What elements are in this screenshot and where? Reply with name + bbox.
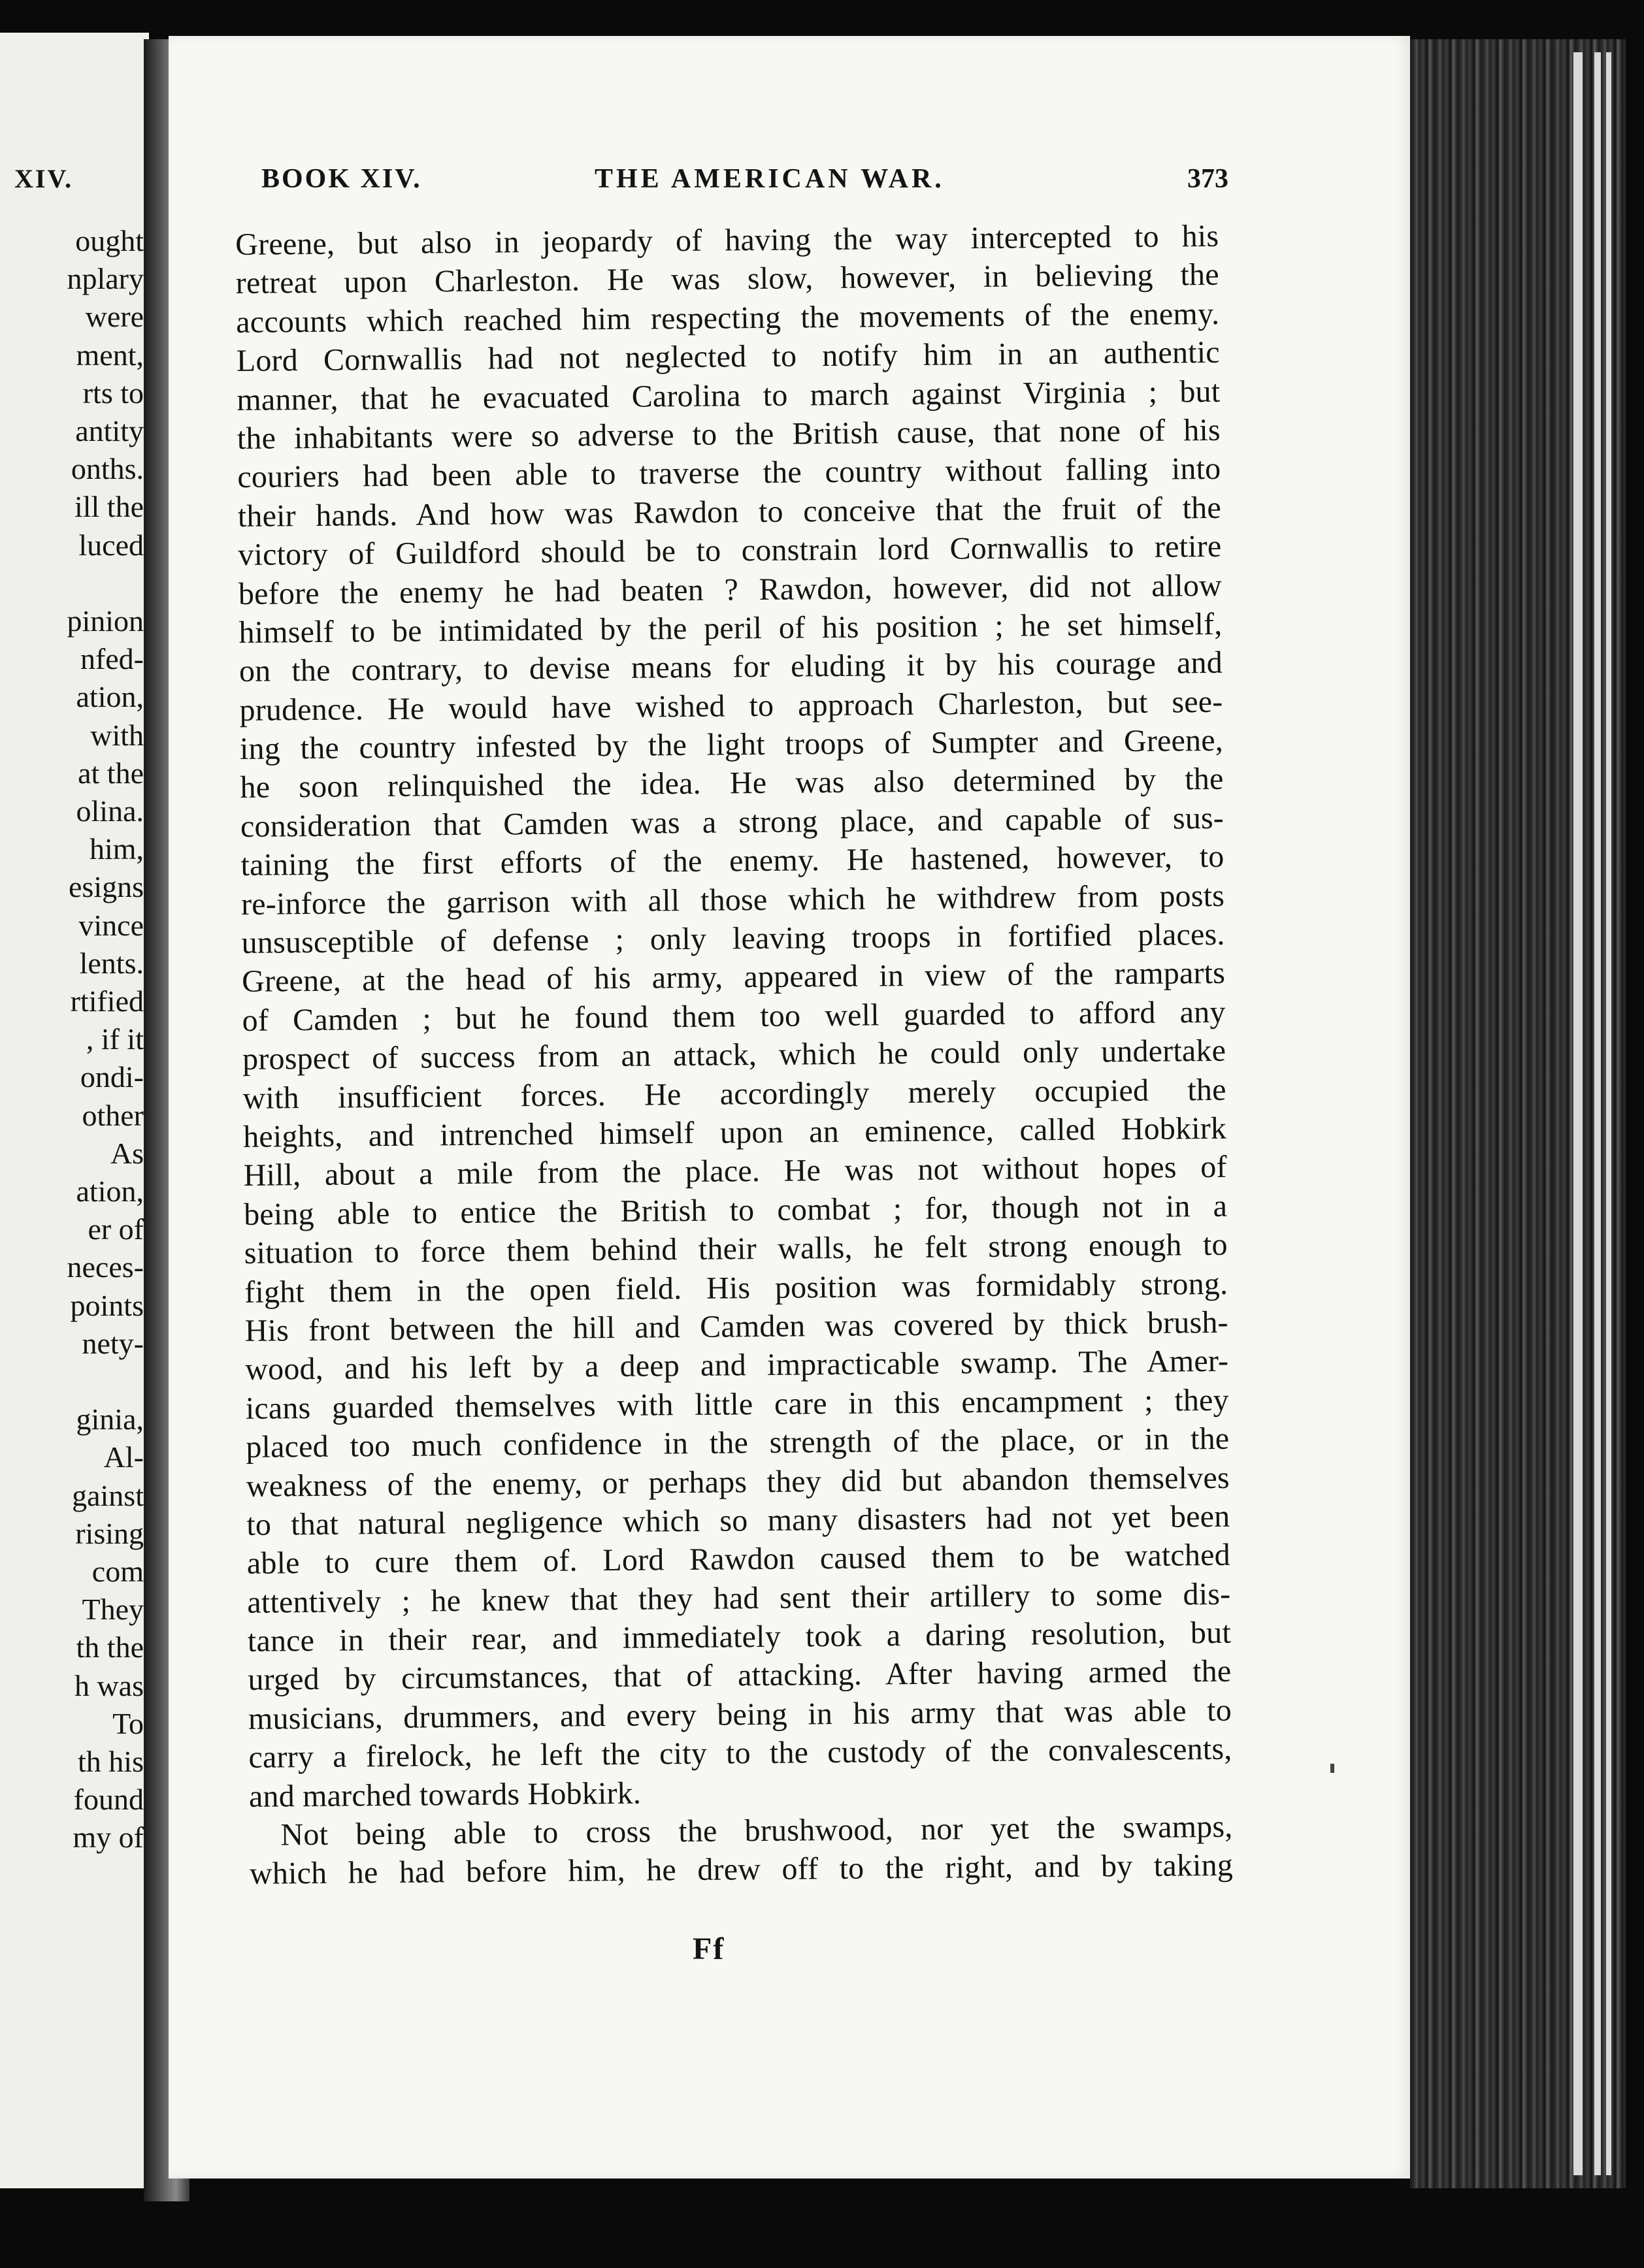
previous-page-line: rts to [82,376,144,410]
text-line: situation to force them behind their walls, he felt strong enough to [244,1227,1228,1271]
signature-mark: Ff [693,1932,725,1966]
text-line: and marched towards Hobkirk. [248,1775,642,1814]
previous-page-line: rising [75,1516,144,1550]
previous-page-line: esigns [69,870,144,904]
text-line: on the contrary, to devise means for eluding it by his courage and [238,645,1223,689]
text-line: their hands. And how was Rawdon to conceive that the fruit of the [237,490,1222,534]
text-line: carry a firelock, he left the city to the custody of the convalescents, [248,1732,1232,1775]
text-line: icans guarded themselves with little care in this encampment ; they [245,1382,1229,1426]
previous-page-line: nety- [82,1326,144,1360]
page-edges [1410,39,1626,2188]
text-line: victory of Guildford should be to constrain lord Cornwallis to retire [238,528,1222,573]
previous-page-line: th his [78,1745,144,1778]
text-line: of Camden ; but he found them too well guarded to afford any [242,994,1226,1038]
previous-page-line: him, [89,832,144,866]
previous-page-line: As [110,1136,144,1170]
previous-page-line: nfed- [80,642,144,676]
previous-page-line: neces- [67,1250,144,1284]
previous-page-line: , if it [86,1022,144,1056]
text-line: consideration that Camden was a strong place, and capable of sus- [240,800,1225,844]
previous-page-line: ginia, [76,1402,144,1436]
text-line: manner, that he evacuated Carolina to march against Virginia ; but [237,374,1221,417]
previous-page-line: rtified [70,984,144,1018]
previous-page-line: com [91,1555,144,1588]
text-line: he soon relinquished the idea. He was also determined by the [240,762,1224,805]
text-line: couriers had been able to traverse the country without falling into [237,451,1221,495]
text-line: tance in their rear, and immediately took a daring resolution, but [247,1615,1232,1659]
text-line: accounts which reached him respecting the movements of the enemy. [236,296,1220,340]
text-line: with insufficient forces. He accordingly merely occupied the [242,1072,1226,1116]
text-line: Not being able to cross the brushwood, nor yet the swamps, [280,1809,1233,1853]
running-head [261,163,1228,202]
text-line: to that natural negligence which so many disasters had not yet been [246,1498,1230,1542]
previous-page-line: vince [78,908,144,942]
text-line: ing the country infested by the light troops of Sumpter and Greene, [239,722,1224,767]
body-text [235,217,1233,1894]
text-line: urged by circumstances, that of attacking. After having armed the [248,1654,1232,1698]
text-line: Lord Cornwallis had not neglected to notify him in an authentic [236,335,1220,379]
previous-page-line: ation, [76,1174,144,1208]
text-line: re-inforce the garrison with all those which he withdrew from posts [240,878,1225,922]
text-line: taining the first efforts of the enemy. He hastened, however, to [240,839,1225,883]
page-edge-highlight [1594,52,1601,2175]
previous-page-line: antity [75,414,144,447]
text-line: the inhabitants were so adverse to the British cause, that none of his [237,412,1221,456]
previous-page-line: points [70,1288,144,1322]
text-line: prospect of success from an attack, which he could only undertake [242,1033,1226,1077]
previous-page-line: ation, [76,680,144,714]
previous-page-line: ill the [74,490,144,524]
text-line: heights, and intrenched himself upon an eminence, called Hobkirk [242,1110,1227,1154]
previous-page-line: nplary [67,262,144,296]
previous-page-line: olina. [76,794,144,828]
previous-page-line: To [112,1706,144,1740]
text-line: fight them in the open field. His position was formidably strong. [244,1266,1228,1310]
previous-page-line: other [82,1098,144,1132]
text-line: musicians, drummers, and every being in his army that was able to [248,1693,1232,1736]
text-line: weakness of the enemy, or perhaps they did but abandon themselves [246,1460,1230,1504]
text-line: Greene, at the head of his army, appeared in view of the ramparts [241,956,1226,999]
text-line: himself to be intimidated by the peril of his position ; he set himself, [238,606,1223,650]
text-line: able to cure them of. Lord Rawdon caused them to be watched [246,1538,1231,1581]
text-line: being able to entice the British to combat ; for, though not in a [243,1188,1228,1232]
text-line: prudence. He would have wished to approach Charleston, but see- [239,684,1223,728]
previous-page-line: h was [74,1668,144,1702]
text-line: which he had before him, he drew off to the right, and by taking [249,1848,1234,1892]
previous-page-line: my of [73,1821,144,1855]
previous-page-fragment [0,33,149,2188]
previous-page-line: ought [75,224,144,257]
previous-page-line: at the [78,756,144,790]
text-line: Hill, about a mile from the place. He was not without hopes of [243,1150,1227,1193]
text-line: attentively ; he knew that they had sent their artillery to some dis- [247,1576,1231,1620]
ink-speck [1330,1764,1334,1773]
previous-page-line: were [85,300,144,334]
text-line: wood, and his left by a deep and impracticable swamp. The Amer- [245,1344,1229,1387]
previous-page-line: with [90,718,144,752]
previous-page-line: gainst [72,1478,144,1512]
text-line: His front between the hill and Camden was covered by thick brush- [244,1304,1228,1348]
text-line: placed too much confidence in the strength of the place, or in the [246,1421,1230,1465]
previous-page-line: found [73,1783,144,1817]
previous-page-line: They [82,1593,144,1627]
text-line: unsusceptible of defense ; only leaving troops in fortified places. [241,916,1225,960]
previous-page-running-head: XIV. [14,164,74,193]
previous-page-line: th the [76,1630,144,1664]
running-head-book: BOOK XIV. [261,164,422,194]
previous-page-line: ment, [76,338,144,372]
running-head-title: THE AMERICAN WAR. [595,164,945,194]
page-edge-highlight [1606,52,1611,2175]
text-line: retreat upon Charleston. He was slow, however, in believing the [235,257,1219,301]
previous-page-line: luced [78,528,144,562]
page-edge-highlight [1573,52,1583,2175]
previous-page-line: er of [88,1212,144,1246]
page-number: 373 [1187,164,1228,194]
previous-page-line: lents. [79,946,144,980]
previous-page-line: onths. [71,452,144,486]
previous-page-line: ondi- [80,1060,144,1094]
text-line: Greene, but also in jeopardy of having the way intercepted to his [235,218,1219,262]
text-line: before the enemy he had beaten ? Rawdon, however, did not allow [238,568,1223,611]
previous-page-line: Al- [103,1440,144,1474]
previous-page-line: pinion [67,604,144,638]
